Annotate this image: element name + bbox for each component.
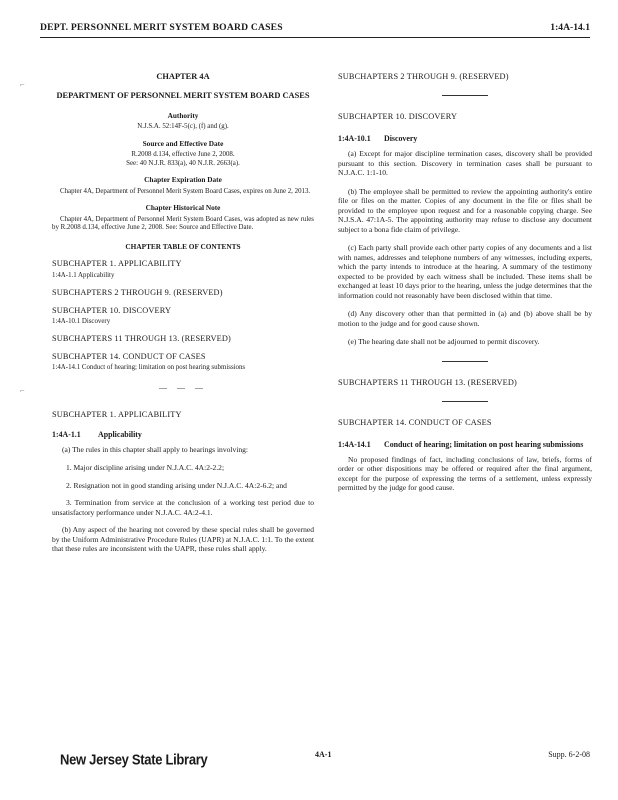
paragraph: (b) The employee shall be permitted to review the appointing authority's entire file or files on the matter. Copies of any document in the file or files shall be provided to the employee upon request and for a reasonable copying charge. See N.J.S.A. 47:1A-5. The appointing authority may refuse to disclose any document subject to a bona fide claim of privilege. (338, 186, 592, 234)
toc-group (52, 334, 314, 343)
toc-group (52, 259, 314, 280)
subchapter-heading: SUBCHAPTERS 2 THROUGH 9. (RESERVED) (338, 72, 509, 81)
subchapter-14-heading: SUBCHAPTER 14. CONDUCT OF CASES (338, 418, 492, 428)
paragraph: (a) Except for major discipline termination cases, discovery shall be provided pursuant to this section. Discovery in termination cases shall be pursuant to N.J.A.C. 1:1-10. (338, 149, 592, 178)
source-heading: Source and Effective Date (142, 138, 224, 148)
header-section-ref: 1:4A-14.1 (550, 22, 590, 33)
toc-subchapter: SUBCHAPTERS 11 THROUGH 13. (RESERVED) (52, 334, 231, 344)
section-divider (442, 401, 488, 402)
section-divider (442, 95, 488, 96)
subchapter-heading: SUBCHAPTERS 11 THROUGH 13. (RESERVED) (338, 377, 517, 387)
section-heading (338, 440, 592, 449)
paragraph: (c) Each party shall provide each other party copies of any documents and a list with names, addresses and telephone numbers of any witnesses, including experts, which the party intends to introduce at the hearing. A summary of the testimony expected to be provided by each witness shall be included. These items shall be exchanged at least 10 days prior to the hearing, unless the judge determines that the information could not reasonably have been disclosed within that time. (338, 243, 592, 300)
toc-subchapter: SUBCHAPTER 14. CONDUCT OF CASES (52, 351, 206, 361)
toc-entry: 1:4A-14.1 Conduct of hearing; limitation on post hearing submissions (52, 364, 246, 372)
section-title: Applicability (98, 429, 142, 439)
margin-mark: ⌐ (20, 386, 25, 395)
expiration-heading: Chapter Expiration Date (144, 175, 222, 185)
table-of-contents (52, 259, 314, 373)
supplement-date: Supp. 6-2-08 (548, 750, 590, 759)
toc-group (52, 288, 314, 297)
left-column (52, 68, 314, 563)
authority-heading: Authority (167, 110, 199, 120)
section-divider: — — — (159, 382, 207, 392)
page-footer (40, 752, 590, 782)
section-divider (442, 361, 488, 362)
source-text-2: See: 40 N.J.R. 833(a), 40 N.J.R. 2663(a). (126, 159, 240, 167)
header-rule (40, 37, 590, 38)
list-item: 2. Resignation not in good standing arising under N.J.A.C. 4A:2-6.2; and (66, 480, 287, 490)
expiration-text: Chapter 4A, Department of Personnel Merit System Board Cases, expires on June 2, 2013. (60, 187, 311, 195)
history-heading: Chapter Historical Note (145, 203, 221, 213)
source-text-1: R.2008 d.134, effective June 2, 2008. (131, 151, 235, 159)
section-number: 1:4A-10.1 (338, 133, 371, 143)
toc-group (52, 306, 314, 327)
chapter-title: DEPARTMENT OF PERSONNEL MERIT SYSTEM BOARD CASES (56, 91, 310, 101)
section-number: 1:4A-1.1 (52, 429, 81, 439)
section-number: 1:4A-14.1 (338, 439, 371, 449)
paragraph: No proposed findings of fact, including conclusions of law, briefs, forms of order or other dispositions may be offered or required after the final argument, except for the purpose of expressing the terms of a settlement, unless expressly permitted by the judge for good cause. (338, 454, 592, 493)
authority-text: N.J.S.A. 52:14F-5(c), (f) and (g). (137, 123, 229, 131)
toc-group (52, 352, 314, 373)
running-header (40, 22, 590, 38)
margin-mark: ⌐ (20, 80, 25, 89)
toc-subchapter: SUBCHAPTERS 2 THROUGH 9. (RESERVED) (52, 288, 223, 298)
toc-heading: CHAPTER TABLE OF CONTENTS (125, 241, 241, 251)
history-text: Chapter 4A, Department of Personnel Merit System Board Cases, was adopted as new rules by R.2008 d.134, effective June 2, 2008. See: Source and Effective Date. (52, 215, 314, 232)
chapter-number: CHAPTER 4A (156, 72, 210, 81)
library-logo: New Jersey State Library (60, 751, 208, 768)
page-number: 4A-1 (315, 750, 332, 759)
paragraph: (d) Any discovery other than that permitted in (a) and (b) above shall be by motion to the judge and for good cause shown. (338, 309, 592, 328)
header-title: DEPT. PERSONNEL MERIT SYSTEM BOARD CASES (40, 22, 283, 33)
subchapter-1-heading: SUBCHAPTER 1. APPLICABILITY (52, 410, 182, 420)
paragraph: (b) Any aspect of the hearing not covered by these special rules shall be governed by the Uniform Administrative Procedure Rules (UAPR) at N.J.A.C. 1:1. To the extent that these rules are inconsistent with the UAPR, these rules shall apply. (52, 525, 314, 554)
paragraph: (a) The rules in this chapter shall apply to hearings involving: (62, 444, 248, 454)
right-column (338, 68, 592, 502)
section-heading (52, 430, 314, 439)
subchapter-10-heading: SUBCHAPTER 10. DISCOVERY (338, 112, 458, 122)
section-title: Discovery (384, 133, 418, 143)
list-item: 3. Termination from service at the conclusion of a working test period due to unsatisfactory performance under N.J.A.C. 4A:2-4.1. (52, 498, 314, 517)
toc-subchapter: SUBCHAPTER 1. APPLICABILITY (52, 259, 182, 269)
toc-entry: 1:4A-1.1 Applicability (52, 271, 115, 279)
toc-entry: 1:4A-10.1 Discovery (52, 317, 111, 325)
paragraph: (e) The hearing date shall not be adjourned to permit discovery. (348, 337, 540, 347)
list-item: 1. Major discipline arising under N.J.A.C. 4A:2-2.2; (66, 463, 225, 473)
section-title: Conduct of hearing; limitation on post hearing submissions (384, 439, 584, 449)
toc-subchapter: SUBCHAPTER 10. DISCOVERY (52, 305, 172, 315)
section-heading (338, 134, 592, 143)
